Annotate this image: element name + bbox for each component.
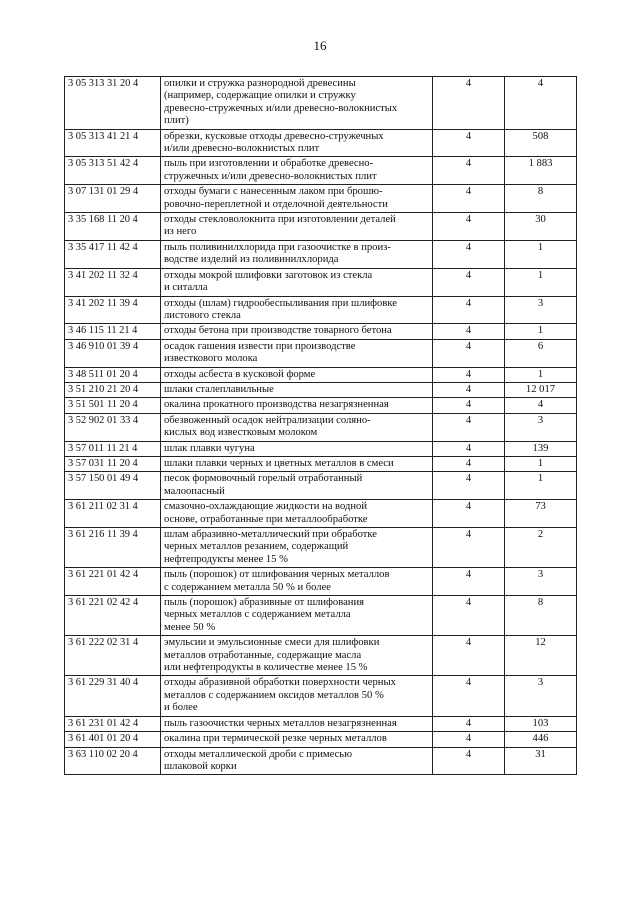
table-row [65, 472, 577, 500]
waste-name-cell: эмульсии и эмульсионные смеси для шлифовки металлов отработанные, содержащие масла или нефтепродукты в количестве менее 15 % [161, 636, 433, 676]
waste-code-cell: 3 61 401 01 20 4 [65, 732, 161, 747]
quantity-cell: 12 017 [505, 382, 577, 397]
table-row [65, 636, 577, 676]
quantity-cell: 1 [505, 472, 577, 500]
quantity-cell: 73 [505, 500, 577, 528]
table-row [65, 367, 577, 382]
quantity-cell: 6 [505, 339, 577, 367]
waste-code-cell: 3 61 216 11 39 4 [65, 528, 161, 568]
quantity-cell: 4 [505, 398, 577, 413]
waste-code-cell: 3 61 221 02 42 4 [65, 596, 161, 636]
table-row [65, 676, 577, 716]
quantity-cell: 1 [505, 240, 577, 268]
waste-code-cell: 3 57 150 01 49 4 [65, 472, 161, 500]
hazard-class-cell: 4 [433, 157, 505, 185]
quantity-cell: 4 [505, 77, 577, 130]
waste-code-cell: 3 41 202 11 39 4 [65, 296, 161, 324]
waste-code-cell: 3 41 202 11 32 4 [65, 268, 161, 296]
hazard-class-cell: 4 [433, 568, 505, 596]
quantity-cell: 3 [505, 676, 577, 716]
quantity-cell: 1 [505, 324, 577, 339]
waste-name-cell: песок формовочный горелый отработанный малоопасный [161, 472, 433, 500]
table-row [65, 441, 577, 456]
table-row [65, 382, 577, 397]
quantity-cell: 508 [505, 129, 577, 157]
table-row [65, 732, 577, 747]
hazard-class-cell: 4 [433, 636, 505, 676]
quantity-cell: 2 [505, 528, 577, 568]
quantity-cell: 446 [505, 732, 577, 747]
hazard-class-cell: 4 [433, 240, 505, 268]
quantity-cell: 103 [505, 716, 577, 731]
quantity-cell: 139 [505, 441, 577, 456]
waste-name-cell: обезвоженный осадок нейтрализации солянo- кислых вод известковым молоком [161, 413, 433, 441]
waste-name-cell: отходы бумаги с нанесенным лаком при брошю- ровочно-переплетной и отделочной деятельности [161, 185, 433, 213]
waste-name-cell: отходы бетона при производстве товарного бетона [161, 324, 433, 339]
hazard-class-cell: 4 [433, 456, 505, 471]
hazard-class-cell: 4 [433, 213, 505, 241]
quantity-cell: 1 [505, 268, 577, 296]
waste-code-cell: 3 46 910 01 39 4 [65, 339, 161, 367]
hazard-class-cell: 4 [433, 339, 505, 367]
table-row [65, 339, 577, 367]
hazard-class-cell: 4 [433, 129, 505, 157]
waste-name-cell: отходы (шлам) гидрообеспыливания при шлифовке листового стекла [161, 296, 433, 324]
table-row [65, 296, 577, 324]
waste-code-cell: 3 61 229 31 40 4 [65, 676, 161, 716]
waste-name-cell: шлам абразивно-металлический при обработке черных металлов резанием, содержащий нефтепродукты менее 15 % [161, 528, 433, 568]
hazard-class-cell: 4 [433, 268, 505, 296]
waste-name-cell: окалина прокатного производства незагрязненная [161, 398, 433, 413]
quantity-cell: 8 [505, 185, 577, 213]
quantity-cell: 30 [505, 213, 577, 241]
waste-code-cell: 3 51 210 21 20 4 [65, 382, 161, 397]
waste-code-cell: 3 35 417 11 42 4 [65, 240, 161, 268]
waste-code-cell: 3 48 511 01 20 4 [65, 367, 161, 382]
table-row [65, 528, 577, 568]
hazard-class-cell: 4 [433, 367, 505, 382]
waste-code-cell: 3 61 211 02 31 4 [65, 500, 161, 528]
waste-name-cell: отходы металлической дроби с примесью шлаковой корки [161, 747, 433, 775]
waste-code-cell: 3 05 313 51 42 4 [65, 157, 161, 185]
waste-code-cell: 3 51 501 11 20 4 [65, 398, 161, 413]
table-row [65, 213, 577, 241]
hazard-class-cell: 4 [433, 732, 505, 747]
waste-name-cell: обрезки, кусковые отходы древесно-стружечных и/или древесно-волокнистых плит [161, 129, 433, 157]
waste-code-cell: 3 46 115 11 21 4 [65, 324, 161, 339]
table-row [65, 456, 577, 471]
table-row [65, 185, 577, 213]
waste-table-body [65, 77, 577, 775]
table-row [65, 413, 577, 441]
waste-table [64, 76, 577, 775]
table-row [65, 398, 577, 413]
waste-code-cell: 3 05 313 31 20 4 [65, 77, 161, 130]
quantity-cell: 31 [505, 747, 577, 775]
hazard-class-cell: 4 [433, 296, 505, 324]
waste-code-cell: 3 57 031 11 20 4 [65, 456, 161, 471]
waste-name-cell: шлаки плавки черных и цветных металлов в смеси [161, 456, 433, 471]
quantity-cell: 1 [505, 367, 577, 382]
hazard-class-cell: 4 [433, 747, 505, 775]
waste-name-cell: пыль газоочистки черных металлов незагрязненная [161, 716, 433, 731]
hazard-class-cell: 4 [433, 398, 505, 413]
page-number: 16 [313, 38, 327, 53]
waste-code-cell: 3 61 221 01 42 4 [65, 568, 161, 596]
table-row [65, 596, 577, 636]
waste-name-cell: шлаки сталеплавильные [161, 382, 433, 397]
waste-name-cell: пыль (порошок) от шлифования черных металлов с содержанием металла 50 % и более [161, 568, 433, 596]
waste-name-cell: пыль поливинилхлорида при газоочистке в произ- водстве изделий из поливинилхлорида [161, 240, 433, 268]
quantity-cell: 1 [505, 456, 577, 471]
hazard-class-cell: 4 [433, 77, 505, 130]
table-row [65, 500, 577, 528]
waste-name-cell: смазочно-охлаждающие жидкости на водной основе, отработанные при металлообработке [161, 500, 433, 528]
quantity-cell: 3 [505, 296, 577, 324]
table-row [65, 716, 577, 731]
waste-name-cell: пыль при изготовлении и обработке древесно- стружечных и/или древесно-волокнистых плит [161, 157, 433, 185]
waste-name-cell: окалина при термической резке черных металлов [161, 732, 433, 747]
hazard-class-cell: 4 [433, 324, 505, 339]
table-row [65, 568, 577, 596]
hazard-class-cell: 4 [433, 413, 505, 441]
hazard-class-cell: 4 [433, 596, 505, 636]
hazard-class-cell: 4 [433, 500, 505, 528]
table-row [65, 77, 577, 130]
hazard-class-cell: 4 [433, 185, 505, 213]
hazard-class-cell: 4 [433, 676, 505, 716]
waste-code-cell: 3 35 168 11 20 4 [65, 213, 161, 241]
waste-code-cell: 3 63 110 02 20 4 [65, 747, 161, 775]
table-row [65, 268, 577, 296]
waste-name-cell: опилки и стружка разнородной древесины (например, содержащие опилки и стружку древесно-стружечных и/или древесно-волокнистых плит) [161, 77, 433, 130]
waste-name-cell: отходы стекловолокнита при изготовлении деталей из него [161, 213, 433, 241]
hazard-class-cell: 4 [433, 716, 505, 731]
waste-name-cell: пыль (порошок) абразивные от шлифования черных металлов с содержанием металла менее 50 % [161, 596, 433, 636]
waste-code-cell: 3 05 313 41 21 4 [65, 129, 161, 157]
hazard-class-cell: 4 [433, 528, 505, 568]
quantity-cell: 12 [505, 636, 577, 676]
quantity-cell: 1 883 [505, 157, 577, 185]
waste-name-cell: отходы асбеста в кусковой форме [161, 367, 433, 382]
quantity-cell: 8 [505, 596, 577, 636]
waste-code-cell: 3 57 011 11 21 4 [65, 441, 161, 456]
waste-code-cell: 3 07 131 01 29 4 [65, 185, 161, 213]
quantity-cell: 3 [505, 413, 577, 441]
hazard-class-cell: 4 [433, 441, 505, 456]
table-row [65, 240, 577, 268]
table-row [65, 157, 577, 185]
waste-name-cell: отходы абразивной обработки поверхности черных металлов с содержанием оксидов металлов 50 % и более [161, 676, 433, 716]
table-row [65, 747, 577, 775]
quantity-cell: 3 [505, 568, 577, 596]
hazard-class-cell: 4 [433, 472, 505, 500]
waste-name-cell: отходы мокрой шлифовки заготовок из стекла и ситалла [161, 268, 433, 296]
waste-code-cell: 3 61 231 01 42 4 [65, 716, 161, 731]
waste-code-cell: 3 61 222 02 31 4 [65, 636, 161, 676]
hazard-class-cell: 4 [433, 382, 505, 397]
waste-name-cell: осадок гашения извести при производстве известкового молока [161, 339, 433, 367]
waste-name-cell: шлак плавки чугуна [161, 441, 433, 456]
waste-code-cell: 3 52 902 01 33 4 [65, 413, 161, 441]
table-row [65, 324, 577, 339]
table-row [65, 129, 577, 157]
